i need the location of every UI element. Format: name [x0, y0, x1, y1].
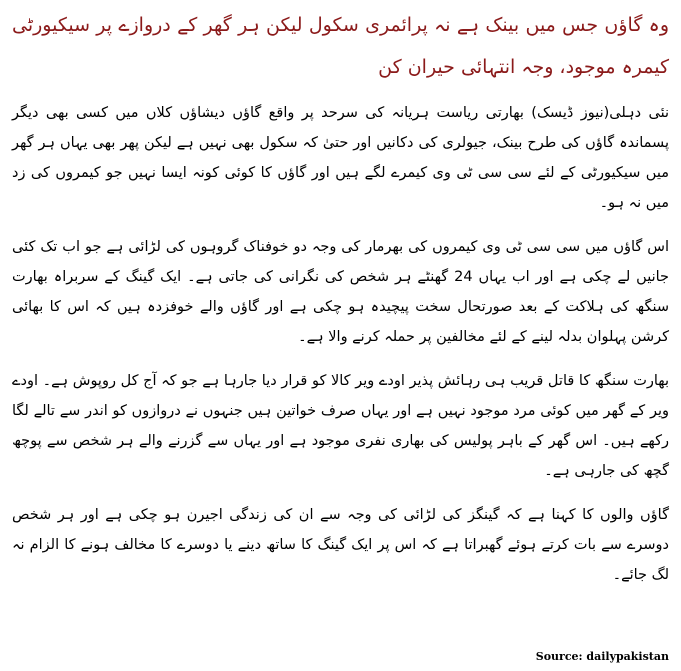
- source-credit: Source: dailypakistan: [535, 650, 669, 663]
- paragraph-3: بھارت سنگھ کا قاتل قریب ہی رہائش پذیر اودے ویر کالا کو قرار دیا جارہا ہے جو کہ آج کل روپوش ہے۔ اودے ویر کے گھر میں کوئی مرد موجود نہیں ہے اور یہاں صرف خواتین ہیں جنہوں نے دروازوں کو اندر سے تالے لگا رکھے ہیں۔ اس گھر کے باہر پولیس کی بھاری نفری موجود ہے اور یہاں سے گزرنے والے ہر شخص سے پوچھ گچھ کی جارہی ہے۔: [12, 373, 669, 479]
- paragraph-2: اس گاؤں میں سی سی ٹی وی کیمروں کی بھرمار کی وجہ دو خوفناک گروہوں کی لڑائی ہے جو اب تک کئی جانیں لے چکی ہے اور اب یہاں 24 گھنٹے ہر شخص کی نگرانی کی جاتی ہے۔ ایک گینگ کے سربراہ بھارت سنگھ کی ہلاکت کے بعد صورتحال سخت پیچیدہ ہو چکی ہے اور گاؤں والے خوفزدہ ہیں کہ اس کا بھائی کرشن پہلوان بدلہ لینے کے لئے مخالفین پر حملہ کرنے والا ہے۔: [12, 239, 669, 345]
- paragraph-1: نئی دہلی(نیوز ڈیسک) بھارتی ریاست ہریانہ کی سرحد پر واقع گاؤں دیشاؤں کلاں میں کسی بھی دیگر پسماندہ گاؤں کی طرح بینک، جیولری کی دکانیں اور حتیٰ کہ سکول بھی نہیں ہے لیکن پھر بھی یہاں ہر گھر میں سیکیورٹی کے لئے سی سی ٹی وی کیمرے لگے ہیں اور گاؤں کا کوئی کونہ ایسا نہیں جو کیمروں کی زد میں نہ ہو۔: [12, 105, 669, 211]
- headline: وہ گاؤں جس میں بینک ہے نہ پرائمری سکول لیکن ہر گھر کے دروازے پر سیکیورٹی کیمرہ موجود، وجہ انتہائی حیران کن: [12, 14, 669, 78]
- paragraph-4: گاؤں والوں کا کہنا ہے کہ گینگز کی لڑائی کی وجہ سے ان کی زندگی اجیرن ہو چکی ہے اور ہر شخص دوسرے سے بات کرتے ہوئے گھبراتا ہے کہ اس پر ایک گینگ کا ساتھ دینے یا دوسرے کا مخالف ہونے کا الزام نہ لگ جائے۔: [12, 507, 669, 583]
- article: [12, 4, 669, 604]
